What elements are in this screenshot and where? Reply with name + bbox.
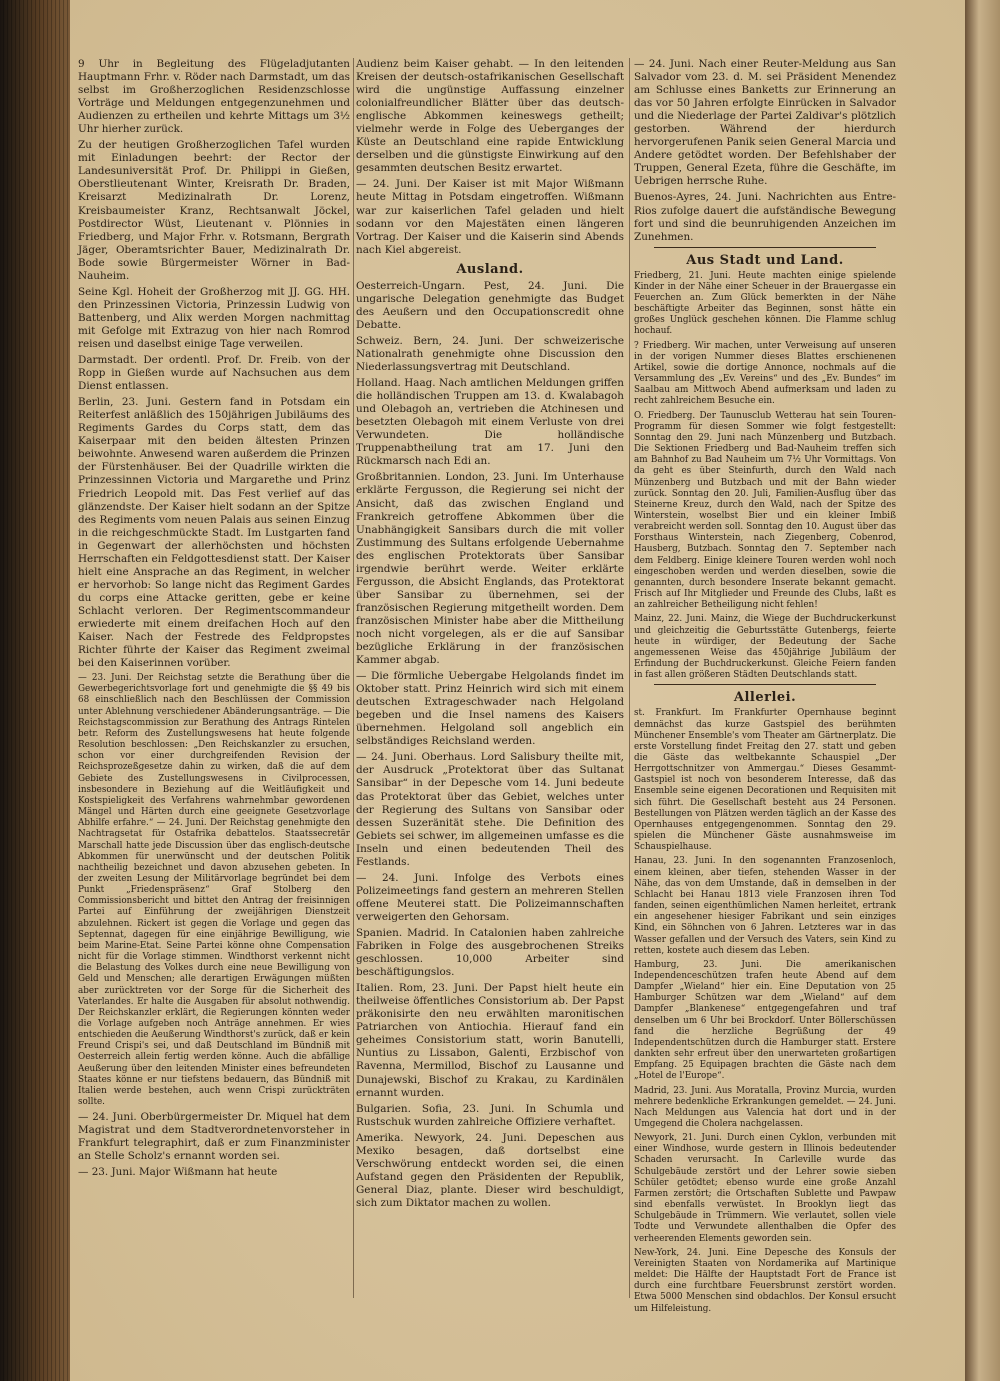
section-heading-ausland: Ausland.	[456, 261, 524, 277]
paragraph-small: Madrid, 23. Juni. Aus Moratalla, Provinz Murcia, wurden mehrere bedenkliche Erkrankungen gemeldet. — 24. Juni. Nach Meldungen aus Valencia hat dort und in der Umgegend die Cholera nachgelassen.	[634, 1085, 896, 1129]
section-divider	[654, 684, 876, 685]
paragraph: — 24. Juni. Nach einer Reuter-Meldung aus San Salvador vom 23. d. M. sei Präsident Menendez am Schlusse eines Banketts zur Erinnerung an das vor 50 Jahren erfolgte Einrücken in Salvador und die Niederlage der Partei Zaldivar's plötzlich gestorben. Während der hierdurch hervorgerufenen Panik seien General Marcia und Andere getödtet worden. Der Befehlshaber der Truppen, General Ezeta, führe die Geschäfte, im Uebrigen herrsche Ruhe.	[634, 58, 896, 188]
paragraph: — 24. Juni. Oberhaus. Lord Salisbury theilte mit, der Ausdruck „Protektorat über das Sultanat Sansibar“ in der Depesche vom 14. Juni bedeute das Protektorat über das Gebiet, welches unter der Regierung des Sultans von Sansibar oder dessen Suzeränität stehe. Die Definition des Gebiets sei schwer, im allgemeinen umfasse es die Inseln und einen bedeutenden Theil des Festlands.	[356, 751, 624, 868]
column-rule	[629, 58, 630, 1298]
section-heading-allerlei: Allerlei.	[733, 690, 797, 706]
paragraph: — 23. Juni. Major Wißmann hat heute	[78, 1166, 278, 1179]
paragraph: Oesterreich-Ungarn. Pest, 24. Juni. Die ungarische Delegation genehmigte das Budget des Aeußern und den Occupationscredit ohne Debatte.	[356, 279, 624, 331]
paragraph: Darmstadt. Der ordentl. Prof. Dr. Freib. von der Ropp in Gießen wurde auf Nachsuchen aus dem Dienst entlassen.	[78, 354, 350, 393]
paragraph: — 24. Juni. Infolge des Verbots eines Polizeimeetings fand gestern an mehreren Stellen offene Meuterei statt. Die Polizeimannschaften verweigerten den Gehorsam.	[356, 871, 624, 923]
paragraph: Buenos-Ayres, 24. Juni. Nachrichten aus Entre-Rios zufolge dauert die aufständische Bewegung fort und sind die beunruhigenden Anzeichen im Zunehmen.	[634, 191, 896, 243]
paragraph: 9 Uhr in Begleitung des Flügeladjutanten Hauptmann Frhr. v. Röder nach Darmstadt, um das selbst im Großherzoglichen Residenzschlosse Vorträge und Meldungen entgegenzunehmen und Audienzen zu ertheilen und kehrte Mittags um 3½ Uhr hierher zurück.	[78, 58, 350, 136]
paragraph: Berlin, 23. Juni. Gestern fand in Potsdam ein Reiterfest anläßlich des 150jährigen Jubiläums des Regiments Gardes du Corps statt, dem das Kaiserpaar mit den beiden ältesten Prinzen beiwohnte. Anwesend waren außerdem die Prinzen der Fürstenhäuser. Bei der Quadrille wirkten die Prinzessinnen Victoria und Margarethe und Prinz Friedrich Leopold mit. Das Fest verlief auf das glänzendste. Der Kaiser hielt sodann an der Spitze des Regiments vom neuen Palais aus seinen Einzug in die reichgeschmückte Stadt. Im Lustgarten fand in Gegenwart der allerhöchsten und höchsten Herrschaften ein Feldgottesdienst statt. Der Kaiser hielt eine Ansprache an das Regiment, in welcher er hervorhob: So lange nicht das Regiment Gardes du corps eine Attacke geritten, gebe er keine Schlacht verloren. Der Regimentscommandeur erwiederte mit einem dreifachen Hoch auf den Kaiser. Nach der Festrede des Feldpropstes Richter führte der Kaiser das Regiment zweimal bei den Kaiserinnen vorüber.	[78, 396, 350, 670]
paragraph-small: Newyork, 21. Juni. Durch einen Cyklon, verbunden mit einer Windhose, wurde gestern in Illinois bedeutender Schaden verursacht. In Carleville wurde das Schulgebäude zerstört und der Lehrer sowie sieben Schüler getödtet; ebenso wurde eine große Anzahl Farmen zerstört; die Ortschaften Sublette und Pawpaw sind ebenfalls verwüstet. In Brooklyn liegt das Schulgebäude in Trümmern. Wie verlautet, sollen viele Todte und Verwundete allenthalben die Opfer des verheerenden Elements geworden sein.	[634, 1133, 896, 1244]
section-divider	[654, 247, 876, 248]
paragraph-small: Hanau, 23. Juni. In den sogenannten Franzosenloch, einem kleinen, aber tiefen, stehenden Wasser in der Nähe, das von dem Umstande, daß in demselben in der Schlacht bei Hanau 1813 viele Franzosen ihren Tod fanden, seinen eigenthümlichen Namen herleitet, ertrank ein angesehener hiesiger Fabrikant und sein einziges Kind, ein Söhnchen von 6 Jahren. Letzteres war in das Wasser gefallen und der Versuch des Vaters, sein Kind zu retten, kostete auch diesem das Leben.	[634, 856, 896, 956]
column-1	[78, 58, 350, 1298]
paragraph: Großbritannien. London, 23. Juni. Im Unterhause erklärte Fergusson, die Regierung sei nicht der Ansicht, daß das zwischen England und Frankreich getroffene Abkommen über die Unabhängigkeit Sansibars durch die mit voller Zustimmung des Sultans erfolgende Uebernahme des englischen Protektorats über Sansibar irgendwie berührt werde. Weiter erklärte Fergusson, die Absicht Englands, das Protektorat über Sansibar zu übernehmen, sei der französischen Regierung mitgetheilt worden. Dem französischen Minister habe aber die Mittheilung noch nicht vorgelegen, als er die auf Sansibar bezügliche Erklärung in der französischen Kammer abgab.	[356, 471, 624, 667]
paragraph-small: ? Friedberg. Wir machen, unter Verweisung auf unseren in der vorigen Nummer dieses Blattes erschienenen Artikel, sowie die dortige Annonce, nochmals auf die Versammlung des „Ev. Vereins“ und des „Ev. Bundes“ im Saalbau am Mittwoch Abend aufmerksam und laden zu recht zahlreichem Besuche ein.	[634, 340, 896, 407]
column-3	[634, 58, 896, 1314]
paragraph: — 24. Juni. Der Kaiser ist mit Major Wißmann heute Mittag in Potsdam eingetroffen. Wißmann war zur kaiserlichen Tafel geladen und hielt sodann vor den Majestäten einen längeren Vortrag. Der Kaiser und die Kaiserin sind Abends nach Kiel abgereist.	[356, 178, 624, 256]
paragraph-small: O. Friedberg. Der Taunusclub Wetterau hat sein Touren-Programm für diesen Sommer wie folgt festgestellt: Sonntag den 29. Juni nach Münzenberg und Butzbach. Die Sektionen Friedberg und Bad-Nauheim treffen sich am Bahnhof zu Bad Nauheim um 7½ Uhr Vormittags. Von da geht es über Steinfurth, durch den Wald nach Münzenberg und Butzbach und mit der Bahn wieder zurück. Sonntag den 20. Juli, Familien-Ausflug über das Steinerne Kreuz, durch den Wald, nach der Spitze des Winterstein, woselbst Bier und ein kleiner Imbiß verabreicht werden soll. Sonntag den 10. August über das Forsthaus Winterstein, nach Ziegenberg, Cobenrod, Hausberg, Butzbach. Sonntag den 7. September nach dem Feldberg. Einige kleinere Touren werden wohl noch eingeschoben werden und werden dieselben, sowie die genannten, durch besondere Inserate bekannt gemacht. Frisch auf Ihr Mitglieder und Freunde des Clubs, laßt es an zahlreicher Betheiligung nicht fehlen!	[634, 410, 896, 611]
paragraph-small: st. Frankfurt. Im Frankfurter Opernhause beginnt demnächst das kurze Gastspiel des berühmten Münchener Ensemble's vom Theater am Gärtnerplatz. Die erste Vorstellung findet Freitag den 27. statt und geben die Gäste das weltbekannte Schauspiel „Der Herrgottschnitzer von Ammergau.“ Dieses Gesammt-Gastspiel ist noch von besonderem Interesse, daß das Ensemble seine eigenen Decorationen und Requisiten mit sich führt. Die Gesellschaft besteht aus 24 Personen. Bestellungen von Plätzen werden täglich an der Kasse des Opernhauses entgegengenommen. Sonntag den 29. spielen die Münchener Gäste ausnahmsweise im Schauspielhause.	[634, 708, 896, 853]
paragraph: — Die förmliche Uebergabe Helgolands findet im Oktober statt. Prinz Heinrich wird sich mit einem deutschen Extrageschwader nach Helgoland begeben und die Insel namens des Kaisers übernehmen. Helgoland soll angeblich ein selbständiges Reichsland werden.	[356, 670, 624, 748]
paragraph: Italien. Rom, 23. Juni. Der Papst hielt heute ein theilweise öffentliches Consistorium ab. Der Papst präkonisirte den neu erwählten maronitischen Patriarchen von Antiochia. Hierauf fand ein geheimes Consistorium statt, worin Banutelli, Nuntius zu Lissabon, Galenti, Erzbischof von Ravenna, Mermillod, Bischof zu Lausanne und Dunajewski, Bischof zu Krakau, zu Kardinälen ernannt wurden.	[356, 982, 624, 1099]
paragraph: Bulgarien. Sofia, 23. Juni. In Schumla und Rustschuk wurden zahlreiche Offiziere verhaftet.	[356, 1102, 624, 1128]
column-2	[356, 58, 624, 1298]
paragraph-small: Hamburg, 23. Juni. Die amerikanischen Independenceschützen trafen heute Abend auf dem Dampfer „Wieland“ hier ein. Eine Deputation von 25 Hamburger Schützen war dem „Wieland“ auf dem Dampfer „Blankenese“ entgegengefahren und traf denselben um 6 Uhr bei Brockdorf. Unter Böllerschüssen fand die herzliche Begrüßung der 49 Independentschützen durch die Hamburger statt. Erstere dankten sehr erfreut über den unerwarteten großartigen Empfang. 25 Equipagen brachten die Gäste nach dem „Hotel de l'Europe“.	[634, 959, 896, 1082]
paragraph: Holland. Haag. Nach amtlichen Meldungen griffen die holländischen Truppen am 13. d. Kwalabagoh und Olebagoh an, vertrieben die Atchinesen und besetzten Olebagoh mit einem Verluste von drei Verwundeten. Die holländische Truppenabtheilung trat am 17. Juni den Rückmarsch nach Edi an.	[356, 377, 624, 468]
paragraph-small: Friedberg, 21. Juni. Heute machten einige spielende Kinder in der Nähe einer Scheuer in der Brauergasse ein Feuerchen an. Zum Glück bemerkten in der Nähe beschäftigte Arbeiter das Beginnen, sonst hätte ein großes Unglück geschehen können. Die Flamme schlug hochauf.	[634, 270, 896, 337]
paragraph: Schweiz. Bern, 24. Juni. Der schweizerische Nationalrath genehmigte ohne Discussion den Niederlassungsvertrag mit Deutschland.	[356, 334, 624, 374]
paragraph: Zu der heutigen Großherzoglichen Tafel wurden mit Einladungen beehrt: der Rector der Landesuniversität Prof. Dr. Philippi in Gießen, Oberstlieutenant Winter, Kreisrath Dr. Braden, Kreisarzt Medizinalrath Dr. Lorenz, Kreisbaumeister Kranz, Rechtsanwalt Jöckel, Postdirector Wüst, Lieutenant v. Plönnies in Friedberg, und Major Frhr. v. Rotsmann, Bergrath Jäger, Oberamtsrichter Bauer, Medizinalrath Dr. Bode sowie Bürgermeister Wörner in Bad-Nauheim.	[78, 139, 350, 282]
paragraph: — 24. Juni. Oberbürgermeister Dr. Miquel hat dem Magistrat und dem Stadtverordnetenvorsteher in Frankfurt telegraphirt, daß er zum Finanzminister an Stelle Scholz's ernannt worden sei.	[78, 1111, 350, 1163]
adjacent-page-edge	[965, 0, 1000, 1381]
paragraph: Spanien. Madrid. In Catalonien haben zahlreiche Fabriken in Folge des ausgebrochenen Streiks geschlossen. 10,000 Arbeiter sind beschäftigungslos.	[356, 927, 624, 979]
book-spine	[0, 0, 70, 1381]
paragraph-small: Mainz, 22. Juni. Mainz, die Wiege der Buchdruckerkunst und gleichzeitig die Geburtsstätte Gutenbergs, feierte heute in würdiger, der Bedeutung der Sache angemessenen Weise das 450jährige Jubiläum der Erfindung der Buchdruckerkunst. Gleiche Feiern fanden in fast allen größeren Städten Deutschlands statt.	[634, 614, 896, 681]
paragraph: Amerika. Newyork, 24. Juni. Depeschen aus Mexiko besagen, daß dortselbst eine Verschwörung entdeckt worden sei, die einen Aufstand gegen den Präsidenten der Republik, General Diaz, plante. Dieser wird beschuldigt, sich zum Diktator machen zu wollen.	[356, 1131, 624, 1209]
column-rule	[353, 58, 354, 1298]
paragraph: Seine Kgl. Hoheit der Großherzog mit JJ. GG. HH. den Prinzessinen Victoria, Prinzessin Ludwig von Battenberg, und Alix werden Morgen nachmittag mit Gefolge mit Extrazug von hier nach Romrod reisen und daselbst einige Tage verweilen.	[78, 285, 350, 350]
section-heading-stadt-und-land: Aus Stadt und Land.	[686, 252, 844, 268]
paragraph-small: — 23. Juni. Der Reichstag setzte die Berathung über die Gewerbegerichtsvorlage fort und genehmigte die §§ 49 bis 68 einschließlich nach den Beschlüssen der Commission unter Ablehnung verschiedener Abänderungsanträge. — Die Reichstagscommission zur Berathung des Antrags Rintelen betr. Reform des Zustellungswesens hat heute folgende Resolution beschlossen: „Den Reichskanzler zu ersuchen, schon vor einer durchgreifenden Revision der Reichsprozeßgesetze dahin zu wirken, daß die auf dem Gebiete des Zustellungswesens in Civilprocessen, insbesondere in Beziehung auf die Weitläufigkeit und Kostspieligkeit des Verfahrens wahrnehmbar gewordenen Mängel und Härten durch eine geeignete Gesetzvorlage Abhilfe erfahre.“ — 24. Juni. Der Reichstag genehmigte den Nachtragsetat für Ostafrika debattelos. Staatssecretär Marschall hatte jede Discussion über das englisch-deutsche Abkommen für unerwünscht und der deutschen Politik nachtheilig bezeichnet und davon abzusehen gebeten. In der zweiten Lesung der Militärvorlage begründet bei dem Punkt „Friedenspräsenz“ Graf Stolberg den Commissionsbericht und bittet den Antrag der freisinnigen Partei auf Einführung der zweijährigen Dienstzeit abzulehnen. Rickert ist gegen die Vorlage und gegen das Septennat, dagegen für eine einjährige Bewilligung, wie beim Marine-Etat. Seine Partei könne ohne Compensation nicht für die Vorlage stimmen. Windthorst verkennt nicht die Belastung des Volkes durch eine neue Bewilligung von Geld und Menschen; alle derartigen Erwägungen müßten aber zurücktreten vor der Sorge für die Sicherheit des Vaterlandes. Er halte die Ausgaben für absolut nothwendig. Der Reichskanzler erklärt, die Regierungen könnten weder die Vorlage aufgeben noch Anträge annehmen. Er wies entschieden die Aeußerung Windthorst's zurück, daß er kein Freund Crispi's sei, und daß Deutschland im Bündniß mit Oesterreich allein fertig werden könne. Auch die abfällige Aeußerung über den leitenden Minister eines befreundeten Staates könne er nur tiefstens bedauern, das Bündniß mit Italien werde bestehen, auch wenn Crispi zurückträten sollte.	[78, 673, 350, 1108]
paragraph-small: New-York, 24. Juni. Eine Depesche des Konsuls der Vereinigten Staaten von Nordamerika auf Martinique meldet: Die Hälfte der Hauptstadt Fort de France ist durch eine furchtbare Feuersbrunst zerstört worden. Etwa 5000 Menschen sind obdachlos. Der Konsul ersucht um Hilfeleistung.	[634, 1247, 896, 1314]
paragraph: Audienz beim Kaiser gehabt. — In den leitenden Kreisen der deutsch-ostafrikanischen Gesellschaft wird die ungünstige Auffassung einzelner colonialfreundlicher Blätter über das deutsch-englische Abkommen keineswegs getheilt; vielmehr werde in Folge des Ueberganges der Küste an Deutschland eine rapide Entwicklung derselben und die günstigste Einwirkung auf den gesammten deutschen Besitz erwartet.	[356, 58, 624, 175]
